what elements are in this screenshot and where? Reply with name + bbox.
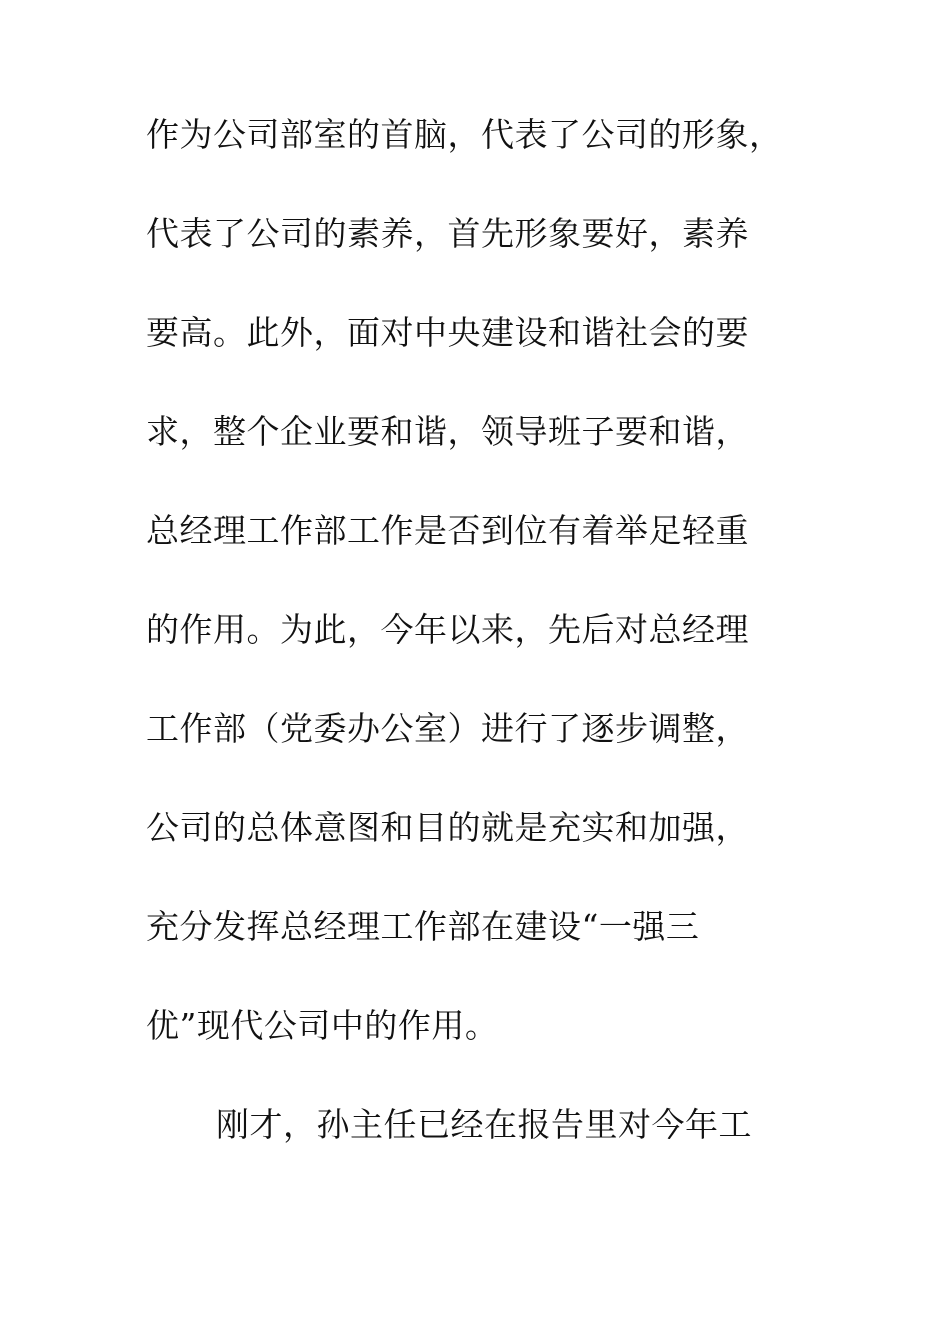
paragraph-start-line: 刚才，孙主任已经在报告里对今年工 <box>216 1105 752 1144</box>
text-line: 公司的总体意图和目的就是充实和加强， <box>146 808 749 847</box>
text-line: 要高。此外，面对中央建设和谐社会的要 <box>146 313 749 352</box>
text-line: 的作用。为此，今年以来，先后对总经理 <box>146 610 749 649</box>
text-line: 作为公司部室的首脑，代表了公司的形象， <box>146 115 783 154</box>
text-line: 总经理工作部工作是否到位有着举足轻重 <box>146 511 749 550</box>
text-line: 工作部（党委办公室）进行了逐步调整， <box>146 709 749 748</box>
text-line: 求，整个企业要和谐，领导班子要和谐， <box>146 412 749 451</box>
text-line: 代表了公司的素养，首先形象要好，素养 <box>146 214 749 253</box>
body-text <box>146 115 826 1207</box>
text-line: 优”现代公司中的作用。 <box>146 1006 499 1045</box>
text-line: 充分发挥总经理工作部在建设“一强三 <box>146 907 700 946</box>
